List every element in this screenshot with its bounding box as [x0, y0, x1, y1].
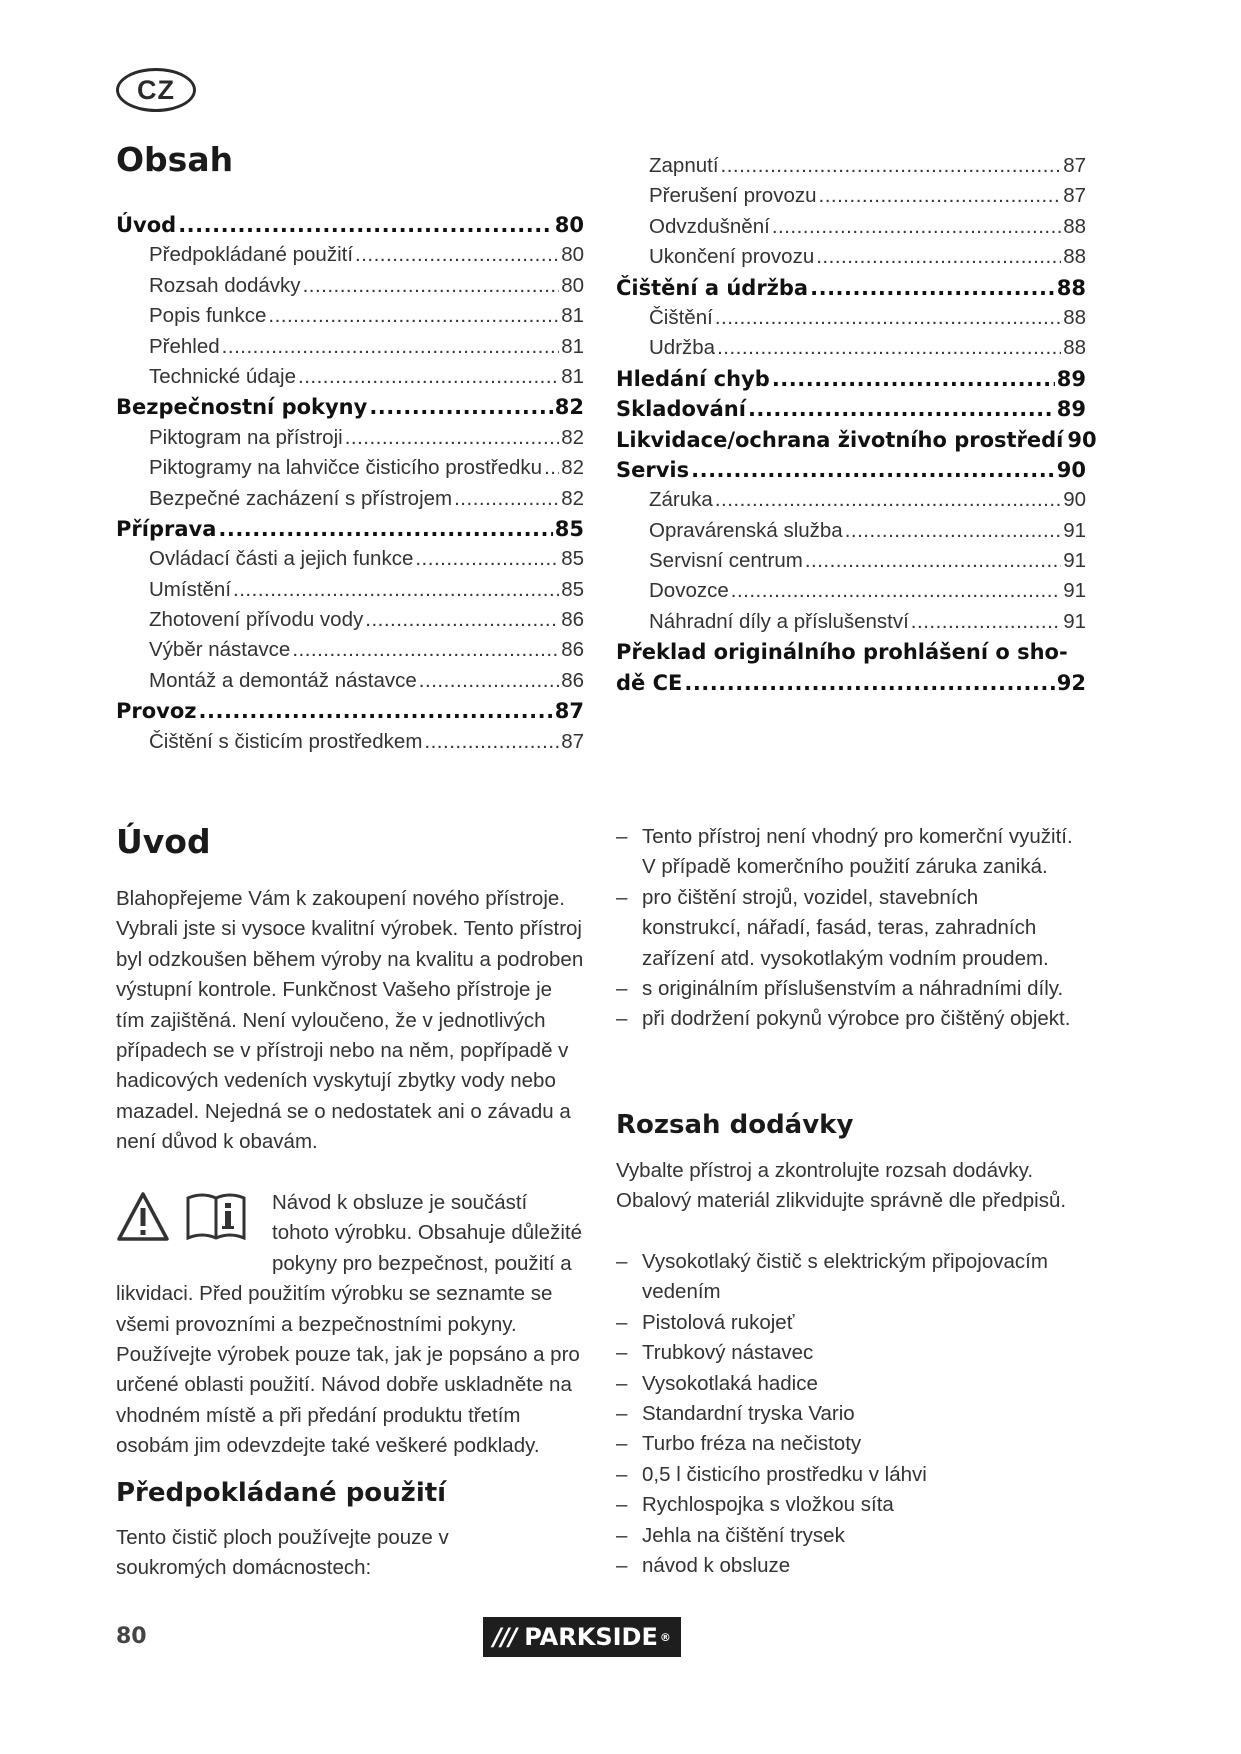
intended-use-title: Předpokládané použití	[116, 1478, 447, 1508]
toc-leader-dots	[845, 519, 1061, 543]
toc-entry-page: 82	[554, 395, 584, 420]
toc-leader-dots	[748, 397, 1055, 421]
toc-leader-dots	[298, 365, 559, 389]
toc-entry-label: Rozsah dodávky	[149, 273, 301, 297]
toc-entry-label: Ovládací části a jejich funkce	[149, 547, 414, 571]
toc-entry[interactable]	[616, 579, 1086, 609]
toc-entry[interactable]	[116, 426, 584, 456]
toc-leader-dots	[715, 488, 1061, 512]
list-item: – Vysokotlaká hadice	[616, 1369, 1071, 1399]
toc-leader-dots	[717, 336, 1061, 360]
toc-entry-label: Opravárenská služba	[649, 518, 843, 542]
toc-entry-page: 85	[561, 577, 584, 601]
toc-entry-page: 89	[1056, 397, 1086, 422]
manual-note-text: Návod k obsluze je součástí tohoto výrobku. Obsahuje důležité pokyny pro bezpečnost, použití a likvidaci. Před použitím výrobku se seznamte se všemi provozními a bezpečnostními pokyny. Používejte výrobek pouze tak, jak je popsáno a pro určené oblasti použití. Návod dobře uskladněte na vhodném místě a při předání produktu třetím osobám jim odevzdejte také veškeré podklady.	[116, 1191, 582, 1458]
toc-entry-label: Odvzdušnění	[649, 214, 770, 238]
manual-note-block	[116, 1188, 586, 1462]
toc-entry-page: 80	[554, 213, 584, 237]
toc-entry-label: Překlad originálního prohlášení o sho-	[616, 640, 1068, 665]
toc-entry-label: Čištění s čisticím prostředkem	[149, 729, 423, 753]
list-item: – Pistolová rukojeť	[616, 1308, 1071, 1338]
list-item: – Jehla na čištění trysek	[616, 1521, 1071, 1551]
toc-entry-page: 82	[561, 486, 584, 510]
list-item: – Standardní tryska Vario	[616, 1399, 1071, 1429]
toc-entry[interactable]	[616, 215, 1086, 245]
toc-entry-label: Bezpečnostní pokyny	[116, 395, 368, 420]
language-badge: CZ	[116, 68, 196, 112]
toc-leader-dots	[303, 274, 560, 298]
toc-entry-label: Hledání chyb	[616, 366, 770, 391]
toc-entry-page: 81	[561, 364, 584, 388]
toc-entry[interactable]	[116, 699, 584, 729]
list-item: – Trubkový nástavec	[616, 1338, 1071, 1368]
toc-entry-label: Zhotovení přívodu vody	[149, 608, 364, 632]
toc-entry-page: 88	[1056, 275, 1086, 300]
list-item: – s originálním příslušenstvím a náhradními díly.	[616, 974, 1076, 1004]
toc-entry-page: 81	[561, 304, 584, 328]
toc-entry[interactable]	[616, 184, 1086, 214]
toc-entry-declaration[interactable]	[616, 640, 1086, 701]
toc-entry-page: 82	[561, 456, 584, 480]
toc-entry[interactable]	[616, 427, 1097, 458]
toc-entry[interactable]	[616, 367, 1086, 397]
delivery-text: Vybalte přístroj a zkontrolujte rozsah dodávky. Obalový materiál zlikvidujte správně dle předpisů.	[616, 1159, 1067, 1213]
toc-entry[interactable]	[616, 397, 1086, 427]
toc-entry-page: 91	[1063, 549, 1086, 573]
toc-entry[interactable]	[116, 395, 584, 425]
toc-leader-dots	[222, 335, 560, 359]
toc-entry-label: Čištění a údržba	[616, 275, 809, 300]
toc-leader-dots	[805, 549, 1061, 573]
toc-entry-page: 87	[1063, 154, 1086, 177]
toc-entry-page: 90	[1056, 457, 1086, 482]
toc-entry[interactable]	[116, 213, 584, 243]
toc-entry-label: Udržba	[649, 336, 716, 360]
toc-leader-dots	[772, 215, 1061, 239]
toc-entry-page: 89	[1056, 366, 1086, 391]
toc-leader-dots	[544, 456, 559, 480]
toc-leader-dots	[415, 547, 559, 571]
toc-entry-label: Přerušení provozu	[649, 184, 817, 208]
toc-entry[interactable]	[116, 487, 584, 517]
list-item: – návod k obsluze	[616, 1551, 1071, 1581]
toc-entry-page: 87	[561, 729, 584, 753]
toc-leader-dots	[772, 367, 1055, 391]
toc-entry-page: 88	[1063, 245, 1086, 269]
toc-entry-page: 80	[561, 243, 584, 267]
toc-leader-dots	[424, 730, 559, 754]
toc-entry-page: 82	[561, 425, 584, 449]
intended-use-text: Tento čistič ploch používejte pouze v soukromých domácnostech:	[116, 1526, 449, 1580]
toc-entry-label: Servis	[616, 457, 690, 482]
toc-leader-dots	[715, 306, 1061, 330]
toc-entry[interactable]	[616, 154, 1086, 184]
intro-paragraph: Blahopřejeme Vám k zakoupení nového přístroje. Vybrali jste si vysoce kvalitní výrobek. Tento přístroj byl odzkoušen během výroby na kvalitu a podroben výstupní kontrole. Funkčnost Vašeho přístroje je tím zajištěná. Není vyloučeno, že v jednotlivých případech se v přístroji nebo na něm, popřípadě v hadicových vedeních vyskytují zbytky vody nebo mazadel. Nejedná se o nedostatek ani o závadu a není důvod k obavám.	[116, 887, 584, 1154]
toc-entry-label: Zapnutí	[649, 154, 719, 177]
intended-use-list	[616, 822, 1076, 1035]
toc-entry[interactable]	[616, 276, 1086, 306]
toc-entry-page: 91	[1063, 518, 1086, 542]
toc-entry[interactable]	[116, 365, 584, 395]
toc-leader-dots	[268, 304, 559, 328]
toc-entry-page: 88	[1063, 305, 1086, 329]
manual-book-icon	[184, 1190, 248, 1244]
toc-entry-label: Bezpečné zacházení s přístrojem	[149, 486, 453, 510]
toc-leader-dots	[178, 213, 553, 237]
toc-entry-label: Příprava	[116, 516, 217, 541]
toc-entry[interactable]	[616, 458, 1086, 488]
toc-leader-dots	[731, 579, 1061, 603]
toc-entry[interactable]	[116, 274, 584, 304]
toc-entry-page: 86	[561, 638, 584, 662]
toc-entry[interactable]	[116, 517, 584, 547]
toc-leader-dots	[345, 426, 560, 450]
toc-entry-page: 85	[554, 516, 584, 541]
toc-entry-label: Piktogramy na lahvičce čisticího prostředku	[149, 456, 543, 480]
toc-entry-label: Piktogram na přístroji	[149, 425, 343, 449]
toc-entry-label: Skladování	[616, 397, 746, 422]
toc-leader-dots	[233, 578, 559, 602]
toc-entry-page: 88	[1063, 336, 1086, 360]
list-item: – Vysokotlaký čistič s elektrickým připojovacím vedením	[616, 1247, 1071, 1308]
toc-entry-label: Náhradní díly a příslušenství	[649, 609, 909, 633]
toc-entry-page: 91	[1063, 579, 1086, 603]
toc-entry[interactable]	[616, 549, 1086, 579]
toc-leader-dots	[911, 610, 1061, 634]
toc-leader-dots	[369, 395, 552, 419]
toc-entry-page: 87	[1063, 184, 1086, 208]
toc-leader-dots	[199, 699, 553, 723]
toc-entry[interactable]	[116, 638, 584, 668]
toc-left-column	[116, 213, 584, 760]
toc-entry-page: 86	[561, 668, 584, 692]
toc-entry[interactable]	[616, 336, 1086, 366]
list-item: – při dodržení pokynů výrobce pro čištěný objekt.	[616, 1004, 1076, 1034]
toc-entry-label: Umístění	[149, 577, 232, 601]
toc-entry[interactable]	[116, 335, 584, 365]
toc-entry-label: Technické údaje	[149, 364, 297, 388]
toc-leader-dots	[454, 487, 559, 511]
list-item: – Turbo fréza na nečistoty	[616, 1429, 1071, 1459]
toc-entry-page: 85	[561, 547, 584, 571]
toc-entry-label: Úvod	[116, 213, 177, 237]
toc-entry[interactable]	[116, 243, 584, 273]
toc-entry[interactable]	[116, 547, 584, 577]
toc-right-column	[616, 154, 1097, 701]
toc-entry-label: Dovozce	[649, 579, 729, 603]
toc-entry[interactable]	[116, 669, 584, 699]
page-number: 80	[116, 1624, 147, 1649]
toc-entry-page: 90	[1067, 427, 1097, 452]
toc-entry-label: Záruka	[649, 488, 713, 512]
toc-entry-label: Výběr nástavce	[149, 638, 291, 662]
toc-entry[interactable]	[116, 730, 584, 760]
toc-title: Obsah	[116, 140, 234, 179]
toc-entry-page: 81	[561, 334, 584, 358]
toc-entry-label: Popis funkce	[149, 304, 267, 328]
toc-leader-dots	[365, 608, 559, 632]
list-item: – 0,5 l čisticího prostředku v láhvi	[616, 1460, 1071, 1490]
toc-entry-label: Montáž a demontáž nástavce	[149, 668, 417, 692]
toc-entry[interactable]	[616, 245, 1086, 275]
list-item: – pro čištění strojů, vozidel, stavebních konstrukcí, nářadí, fasád, teras, zahradních zařízení atd. vysokotlakým vodním proudem.	[616, 883, 1076, 974]
logo-text: PARKSIDE	[524, 1623, 658, 1651]
toc-entry-label: Provoz	[116, 699, 197, 724]
toc-entry[interactable]	[616, 488, 1086, 518]
toc-entry-label: dě CE	[616, 670, 683, 695]
delivery-title: Rozsah dodávky	[616, 1110, 854, 1140]
toc-leader-dots	[419, 669, 559, 693]
intro-title: Úvod	[116, 822, 211, 861]
toc-leader-dots	[810, 276, 1055, 300]
logo-slashes: ///	[493, 1623, 517, 1651]
toc-entry[interactable]	[116, 608, 584, 638]
toc-entry-label: Servisní centrum	[649, 549, 803, 573]
toc-entry-label: Ukončení provozu	[649, 245, 815, 269]
toc-entry[interactable]	[616, 519, 1086, 549]
toc-leader-dots	[721, 154, 1062, 178]
toc-entry[interactable]	[116, 304, 584, 334]
toc-leader-dots	[691, 458, 1055, 482]
toc-entry-page: 88	[1063, 214, 1086, 238]
toc-leader-dots	[819, 184, 1062, 208]
warning-icon	[116, 1190, 170, 1244]
toc-entry-page: 80	[561, 273, 584, 297]
list-item: – Tento přístroj není vhodný pro komerční využití. V případě komerčního použití záruka zaniká.	[616, 822, 1076, 883]
toc-leader-dots	[355, 243, 559, 267]
toc-entry-page: 90	[1063, 488, 1086, 512]
list-item: – Rychlospojka s vložkou síta	[616, 1490, 1071, 1520]
toc-entry[interactable]	[116, 456, 584, 486]
toc-entry-page: 87	[554, 699, 584, 724]
toc-entry-page: 86	[561, 608, 584, 632]
logo-registered-mark: ®	[659, 1630, 671, 1644]
toc-entry[interactable]	[616, 610, 1086, 640]
toc-entry-label: Likvidace/ochrana životního prostředí	[616, 427, 1064, 452]
toc-entry-page: 91	[1063, 609, 1086, 633]
toc-entry-label: Čištění	[649, 305, 713, 329]
toc-leader-dots	[292, 638, 559, 662]
brand-logo	[483, 1617, 681, 1657]
toc-entry-label: Přehled	[149, 334, 220, 358]
delivery-items-list	[616, 1247, 1071, 1581]
toc-leader-dots	[218, 517, 552, 541]
toc-entry-page: 92	[1056, 670, 1086, 695]
toc-entry[interactable]	[116, 578, 584, 608]
toc-entry[interactable]	[616, 306, 1086, 336]
toc-leader-dots	[816, 245, 1061, 269]
toc-entry-label: Předpokládané použití	[149, 243, 354, 267]
